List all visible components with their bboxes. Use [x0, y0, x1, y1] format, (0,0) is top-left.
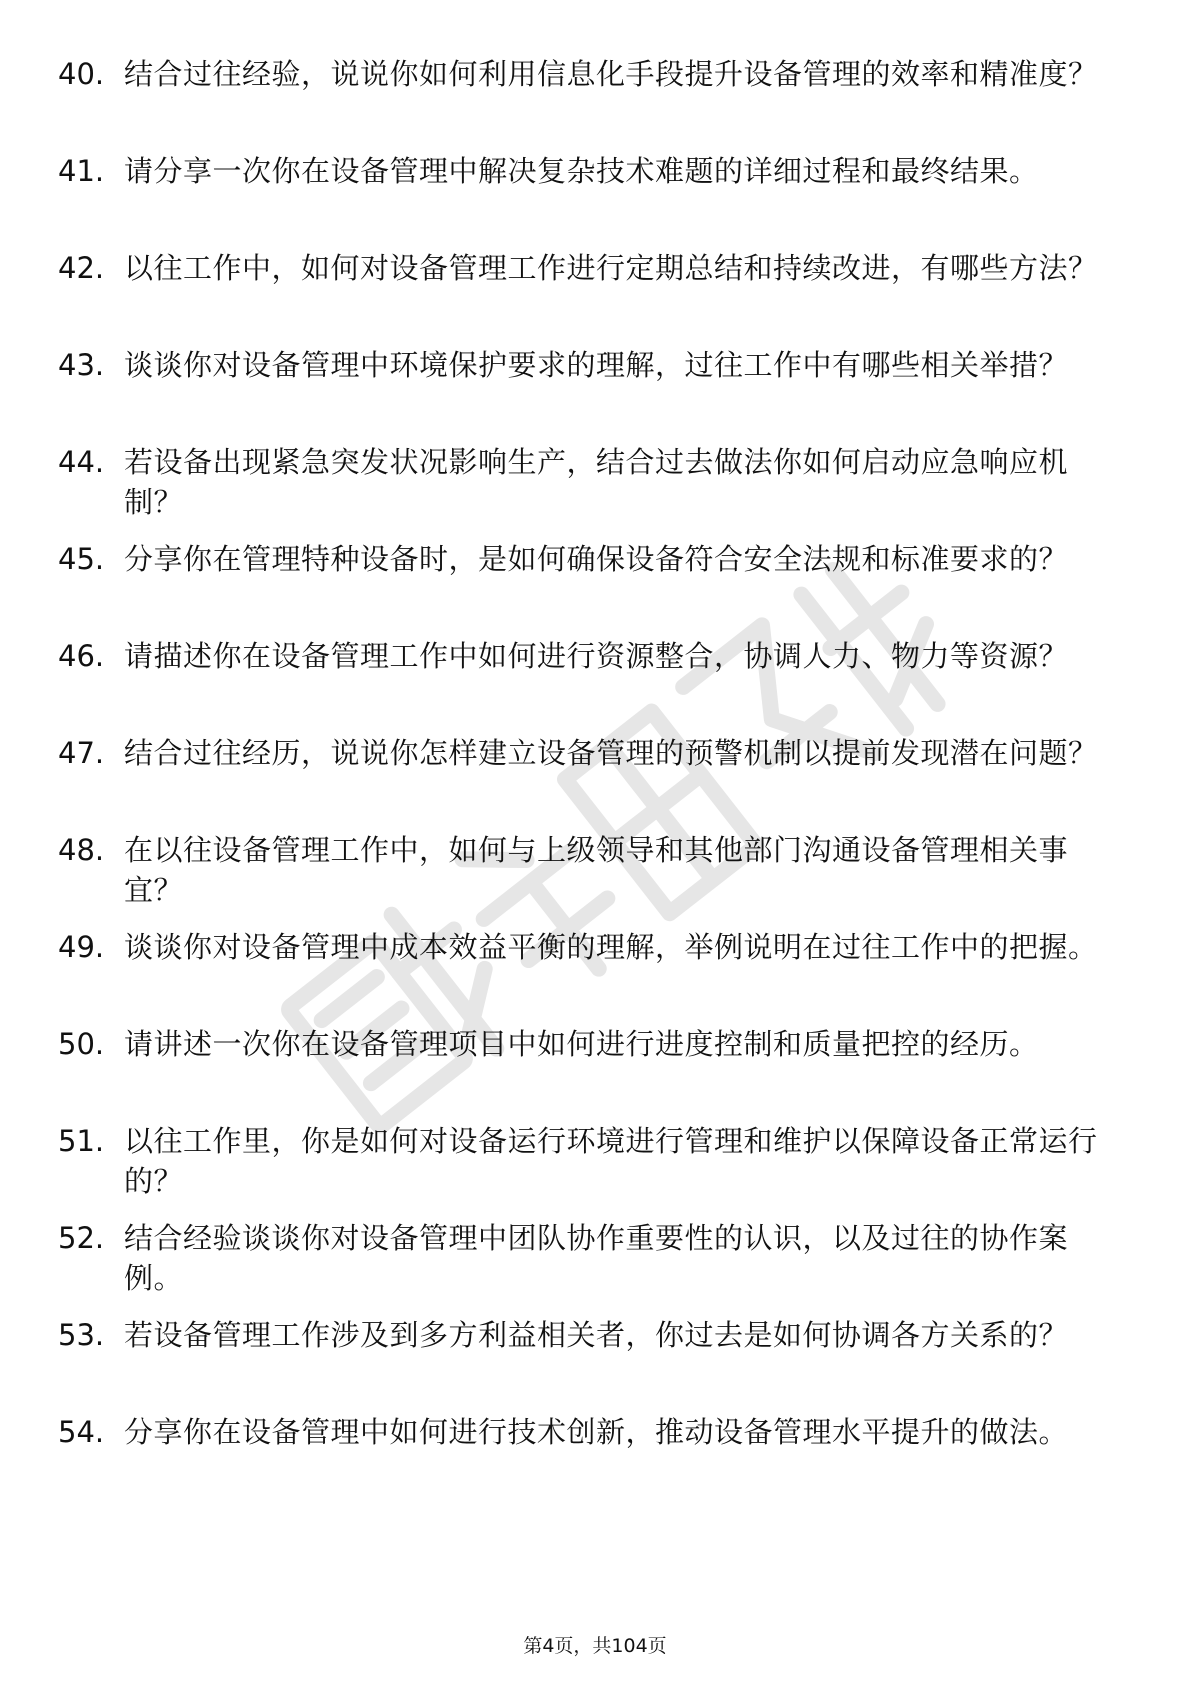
question-text: 若设备管理工作涉及到多方利益相关者，你过去是如何协调各方关系的？ — [124, 1318, 1069, 1352]
list-item — [58, 1121, 1118, 1201]
question-text: 结合过往经验，说说你如何利用信息化手段提升设备管理的效率和精准度？ — [124, 57, 1098, 91]
question-text: 结合过往经历，说说你怎样建立设备管理的预警机制以提前发现潜在问题？ — [124, 736, 1098, 770]
question-number: 49. — [58, 930, 105, 964]
list-item — [58, 151, 1118, 231]
question-number: 54. — [58, 1415, 105, 1449]
list-item — [58, 830, 1118, 910]
question-text: 请描述你在设备管理工作中如何进行资源整合，协调人力、物力等资源？ — [124, 639, 1069, 673]
page-footer — [0, 1634, 1190, 1658]
question-number: 40. — [58, 57, 105, 91]
question-number: 52. — [58, 1221, 105, 1255]
question-list — [58, 54, 1118, 1509]
question-text: 若设备出现紧急突发状况影响生产，结合过去做法你如何启动应急响应机制？ — [124, 445, 1069, 519]
question-text: 以往工作中，如何对设备管理工作进行定期总结和持续改进，有哪些方法？ — [124, 251, 1098, 285]
list-item — [58, 1024, 1118, 1104]
question-text: 分享你在管理特种设备时，是如何确保设备符合安全法规和标准要求的？ — [124, 542, 1069, 576]
question-number: 42. — [58, 251, 105, 285]
question-text: 请讲述一次你在设备管理项目中如何进行进度控制和质量把控的经历。 — [124, 1027, 1039, 1061]
question-number: 43. — [58, 348, 105, 382]
question-number: 41. — [58, 154, 105, 188]
question-number: 47. — [58, 736, 105, 770]
list-item — [58, 442, 1118, 522]
question-number: 51. — [58, 1124, 105, 1158]
list-item — [58, 927, 1118, 1007]
question-number: 46. — [58, 639, 105, 673]
question-text: 谈谈你对设备管理中成本效益平衡的理解，举例说明在过往工作中的把握。 — [124, 930, 1098, 964]
list-item — [58, 539, 1118, 619]
page-number-label: 第4页，共104页 — [523, 1635, 667, 1657]
question-text: 请分享一次你在设备管理中解决复杂技术难题的详细过程和最终结果。 — [124, 154, 1039, 188]
question-number: 44. — [58, 445, 105, 479]
list-item — [58, 345, 1118, 425]
question-text: 结合经验谈谈你对设备管理中团队协作重要性的认识，以及过往的协作案例。 — [124, 1221, 1069, 1295]
list-item — [58, 54, 1118, 134]
list-item — [58, 1412, 1118, 1492]
question-number: 48. — [58, 833, 105, 867]
list-item — [58, 733, 1118, 813]
list-item — [58, 248, 1118, 328]
list-item — [58, 1218, 1118, 1298]
question-text: 谈谈你对设备管理中环境保护要求的理解，过往工作中有哪些相关举措？ — [124, 348, 1069, 382]
question-text: 在以往设备管理工作中，如何与上级领导和其他部门沟通设备管理相关事宜？ — [124, 833, 1069, 907]
question-text: 分享你在设备管理中如何进行技术创新，推动设备管理水平提升的做法。 — [124, 1415, 1069, 1449]
question-text: 以往工作里，你是如何对设备运行环境进行管理和维护以保障设备正常运行的？ — [124, 1124, 1098, 1198]
list-item — [58, 1315, 1118, 1395]
question-number: 45. — [58, 542, 105, 576]
question-number: 50. — [58, 1027, 105, 1061]
question-number: 53. — [58, 1318, 105, 1352]
list-item — [58, 636, 1118, 716]
